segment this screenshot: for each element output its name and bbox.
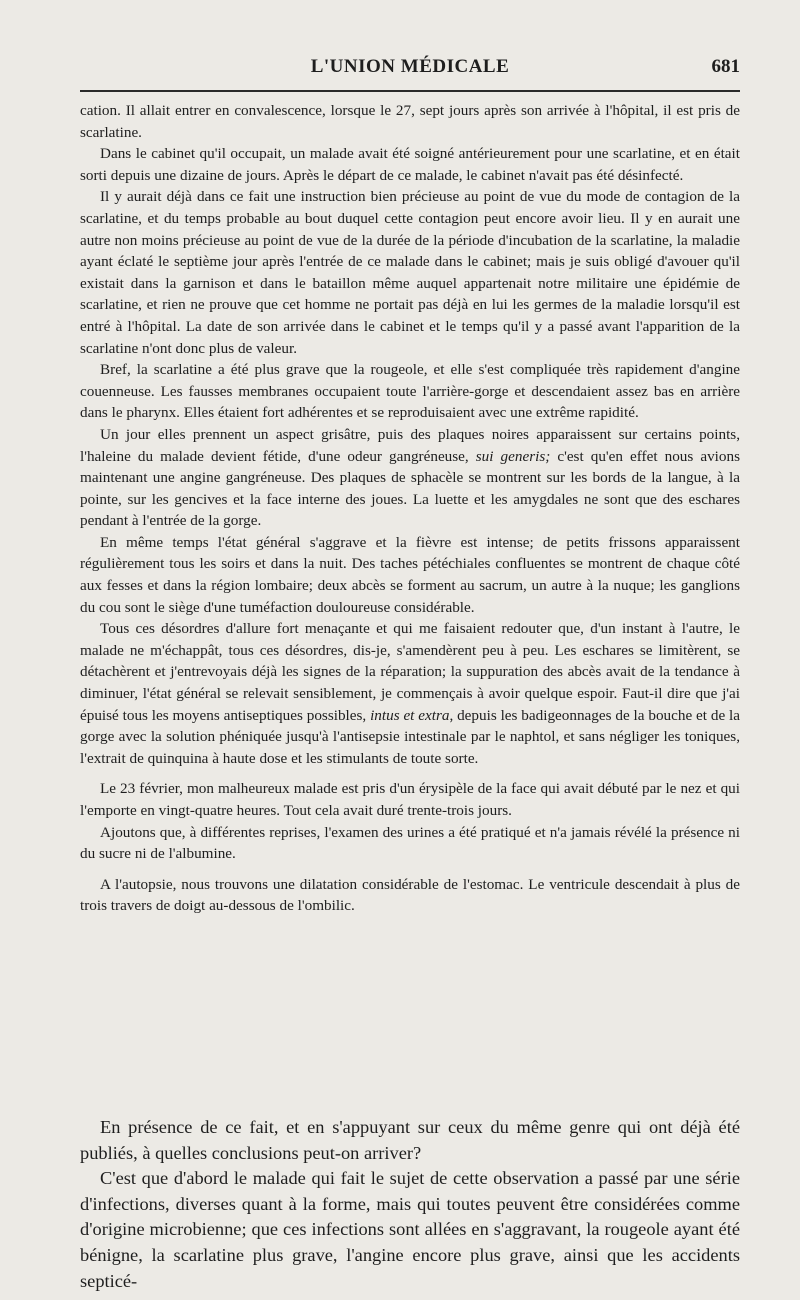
paragraph: Le 23 février, mon malheureux malade est pris d'un érysipèle de la face qui avait débuté par le nez et qui l'emporte en vingt-quatre heures. Tout cela avait duré trente-trois jours. (80, 780, 740, 819)
text-run: Tous ces désordres d'allure fort menaçante et qui me faisaient redouter que, d'un instant à l'autre, le malade ne m'échappât, tous ces désordres, dis-je, s'amendèrent peu à peu. Les eschares se limitèrent, se détachèrent et j'entrevoyais déjà les signes de la réparation; la suppuration des abcès avait de la tendance à diminuer, l'état général se relevait sensiblement, je commençais à avoir quelque espoir. Faut-il dire que j'ai épuisé tous les moyens antiseptiques possibles, (80, 620, 740, 724)
paragraph: En présence de ce fait, et en s'appuyant sur ceux du même genre qui ont déjà été publiés, à quelles conclusions peut-on arriver? (80, 1117, 740, 1163)
paragraph: Dans le cabinet qu'il occupait, un malade avait été soigné antérieurement pour une scarlatine, et en était sorti depuis une dizaine de jours. Après le départ de ce malade, le cabinet n'avait pas été désinfecté. (80, 145, 740, 184)
conclusion-text (80, 1115, 740, 1294)
main-text (80, 100, 740, 917)
text-run: c'est qu'en effet nous avions maintenant une angine gangréneuse. Des plaques de sphacèle se montrent sur les bords de la langue, à la pointe, sur les gencives et la face interne des joues. La luette et les amygdales ne sont que des eschares pendant à l'entrée de la gorge. (80, 447, 740, 530)
paragraph: Il y aurait déjà dans ce fait une instruction bien précieuse au point de vue du mode de contagion de la scarlatine, et du temps probable au bout duquel cette contagion peut encore avoir lieu. Il y en aurait une autre non moins précieuse au point de vue de la durée de la période d'incubation de la scarlatine, la maladie ayant éclaté le septième jour après l'entrée de ce malade dans le cabinet; mais je suis obligé d'avouer qu'il existait dans la garnison et dans le bataillon même auquel appartenait notre militaire une épidémie de scarlatine, et rien ne prouve que cet homme ne portait pas déjà en lui les germes de la maladie lorsqu'il est entré à l'hôpital. La date de son arrivée dans le cabinet et le temps qu'il y a passé avant l'apparition de la scarlatine n'ont donc plus de valeur. (80, 188, 740, 357)
header-rule (80, 90, 740, 92)
paragraph: C'est que d'abord le malade qui fait le sujet de cette observation a passé par une série d'infections, diverses quant à la forme, mais qui toutes peuvent être considérées comme d'origine microbienne; que ces infections sont allées en s'aggravant, la rougeole ayant été bénigne, la scarlatine plus grave, l'angine encore plus grave, ainsi que les accidents septicé- (80, 1168, 740, 1291)
running-title: L'UNION MÉDICALE (310, 56, 510, 77)
paragraph: cation. Il allait entrer en convalescence, lorsque le 27, sept jours après son arrivée à l'hôpital, il est pris de scarlatine. (80, 102, 740, 141)
paragraph (80, 424, 740, 532)
paragraph: Ajoutons que, à différentes reprises, l'examen des urines a été pratiqué et n'a jamais révélé la présence ni du sucre ni de l'albumine. (80, 823, 740, 863)
italic-phrase: sui generis; (475, 447, 551, 465)
paragraph: A l'autopsie, nous trouvons une dilatation considérable de l'estomac. Le ventricule descendait à plus de trois travers de doigt au-dessous de l'ombilic. (80, 875, 740, 915)
paragraph (80, 618, 740, 769)
text-run: , depuis les badigeonnages de la bouche et de la gorge avec la solution phéniquée jusqu'à l'antisepsie intestinale par le naphtol, et sans négliger les toniques, l'extrait de quinquina à haute dose et les stimulants de toute sorte. (80, 706, 740, 767)
page-number: 681 (711, 56, 740, 77)
page-header (80, 56, 740, 86)
text-run: Un jour elles prennent un aspect grisâtre, puis des plaques noires apparaissent sur certains points, l'haleine du malade devient fétide, d'une odeur gangréneuse, (80, 425, 740, 465)
paragraph: En même temps l'état général s'aggrave et la fièvre est intense; de petits frissons apparaissent régulièrement tous les soirs et dans la nuit. Des taches pétéchiales confluentes se montrent de chaque côté aux fesses et dans la région lombaire; deux abcès se forment au sacrum, un autre à la nuque; les ganglions du cou sont le siège d'une tuméfaction douloureuse considérable. (80, 533, 740, 616)
paragraph: Bref, la scarlatine a été plus grave que la rougeole, et elle s'est compliquée très rapidement d'angine couenneuse. Les fausses membranes occupaient toute l'arrière-gorge et descendaient assez bas en arrière dans le pharynx. Elles étaient fort adhérentes et se reproduisaient avec une extrême rapidité. (80, 361, 740, 422)
italic-phrase: intus et extra (370, 706, 450, 724)
